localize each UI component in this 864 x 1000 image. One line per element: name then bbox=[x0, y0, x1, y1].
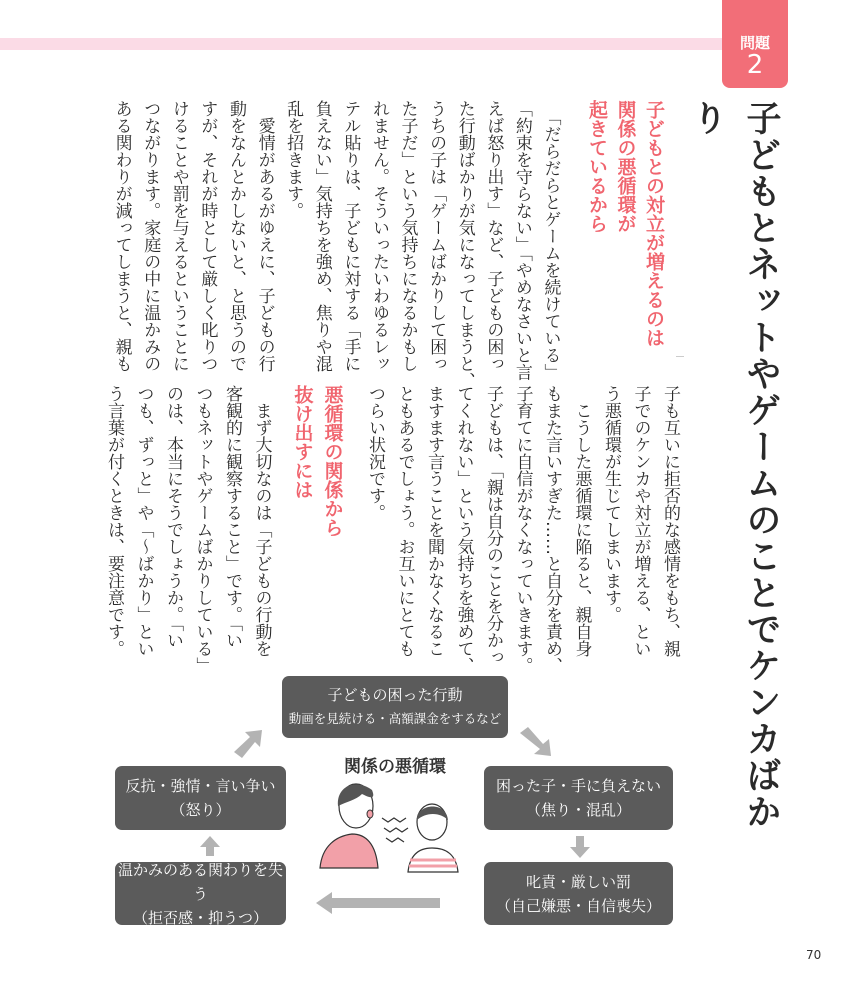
body-line: えば怒り出す」など、子どもの困っ bbox=[483, 100, 504, 372]
body-line: 「約束を守らない」「やめなさいと言 bbox=[511, 100, 532, 381]
arrow-down-right-icon bbox=[520, 727, 551, 756]
arrow-down-icon bbox=[570, 836, 590, 858]
body-line: 子どもは、「親は自分のことを分かっ bbox=[483, 385, 503, 666]
box-subtitle: （焦り・混乱） bbox=[525, 801, 631, 819]
body-line: 乱を招きます。 bbox=[283, 100, 304, 219]
body-line: 子も互いに拒否的な感情をもち、親 bbox=[660, 385, 680, 657]
arrow-left-icon bbox=[316, 892, 440, 914]
page-number: 70 bbox=[806, 948, 822, 962]
box-subtitle: （拒否感・抑うつ） bbox=[132, 908, 268, 927]
section2-heading: 悪循環の関係から bbox=[321, 385, 344, 537]
arrow-up-right-icon bbox=[234, 730, 262, 758]
body-line: 子でのケンカや対立が増える、とい bbox=[630, 385, 651, 657]
body-line: うちの子は「ゲームばかりして困っ bbox=[426, 100, 447, 372]
page-title: 子どもとネットやゲームのことでケンカばかり bbox=[687, 100, 781, 830]
body-line: た子だ」という気持ちになるかもし bbox=[397, 100, 418, 372]
section1-heading: 起きているから bbox=[586, 100, 608, 233]
section2-heading: 抜け出すには bbox=[291, 385, 314, 499]
body-line: う悪循環が生じてしまいます。 bbox=[601, 385, 621, 623]
box-subtitle: （怒り） bbox=[170, 801, 231, 819]
body-line: つもネットやゲームばかりしている」 bbox=[192, 385, 213, 674]
body-line: テル貼りは、子どもに対する「手に bbox=[340, 100, 361, 372]
box-title: 温かみのある関わりを失う bbox=[117, 860, 283, 903]
box-title: 叱責・厳しい罰 bbox=[525, 872, 631, 891]
problem-number: 2 bbox=[746, 50, 764, 80]
child-figure-icon bbox=[408, 804, 458, 872]
diagram-title: 関係の悪循環 bbox=[344, 757, 446, 777]
body-line: すが、それが時として厳しく叱りつ bbox=[197, 100, 218, 372]
box-title: 困った子・手に負えない bbox=[495, 777, 661, 795]
box-subtitle: 動画を見続ける・高額課金をするなど bbox=[288, 711, 502, 726]
box-title: 反抗・強情・言い争い bbox=[125, 777, 276, 795]
body-line: れません。そういったいわゆるレッ bbox=[368, 100, 389, 372]
section1-heading: 子どもとの対立が増えるのは bbox=[643, 100, 665, 347]
body-line: た行動ばかりが気になってしまうと、 bbox=[454, 100, 475, 389]
conflict-lines-icon bbox=[382, 818, 408, 842]
body-line: 客観的に観察すること」です。「い bbox=[222, 385, 242, 649]
body-line: つも、ずっと」や「～ばかり」とい bbox=[133, 385, 154, 657]
body-line: もまた言いすぎた……と自分を責め、 bbox=[542, 385, 562, 674]
body-line: 負えない」気持ちを強め、焦りや混 bbox=[311, 100, 332, 372]
box-subtitle: （自己嫌悪・自信喪失） bbox=[495, 896, 661, 915]
body-line: う言葉が付くときは、要注意です。 bbox=[104, 385, 124, 657]
section1-heading: 関係の悪循環が bbox=[614, 100, 637, 233]
box-title: 子どもの困った行動 bbox=[327, 686, 463, 704]
parent-figure-icon bbox=[320, 784, 378, 868]
body-line: ますます言うことを聞かなくなるこ bbox=[424, 385, 444, 657]
body-line: けることや罰を与えるということに bbox=[168, 100, 189, 372]
body-line: てくれない」という気持ちを強めて、 bbox=[453, 385, 474, 674]
body-line: 愛情があるがゆえに、子どもの行 bbox=[254, 100, 275, 372]
body-line: 動をなんとかしないと、と思うので bbox=[225, 100, 246, 372]
body-line: つらい状況です。 bbox=[365, 385, 385, 521]
body-line: まず大切なのは「子どもの行動を bbox=[251, 385, 272, 657]
body-line: 子育てに自信がなくなっていきます。 bbox=[512, 385, 533, 674]
body-line: 「だらだらとゲームを続けている」 bbox=[540, 100, 561, 381]
body-line: ともあるでしょう。お互いにとても bbox=[394, 385, 415, 657]
arrow-up-icon bbox=[200, 836, 220, 856]
body-line: つながります。家庭の中に温かみの bbox=[140, 100, 161, 372]
body-line: こうした悪循環に陥ると、親自身 bbox=[571, 385, 592, 657]
body-line: のは、本当にそうでしょうか。「い bbox=[163, 385, 183, 649]
problem-label: 問題 bbox=[739, 34, 770, 52]
parent-child-illustration bbox=[316, 776, 476, 876]
body-line: ある関わりが減ってしまうと、親も bbox=[111, 100, 132, 372]
